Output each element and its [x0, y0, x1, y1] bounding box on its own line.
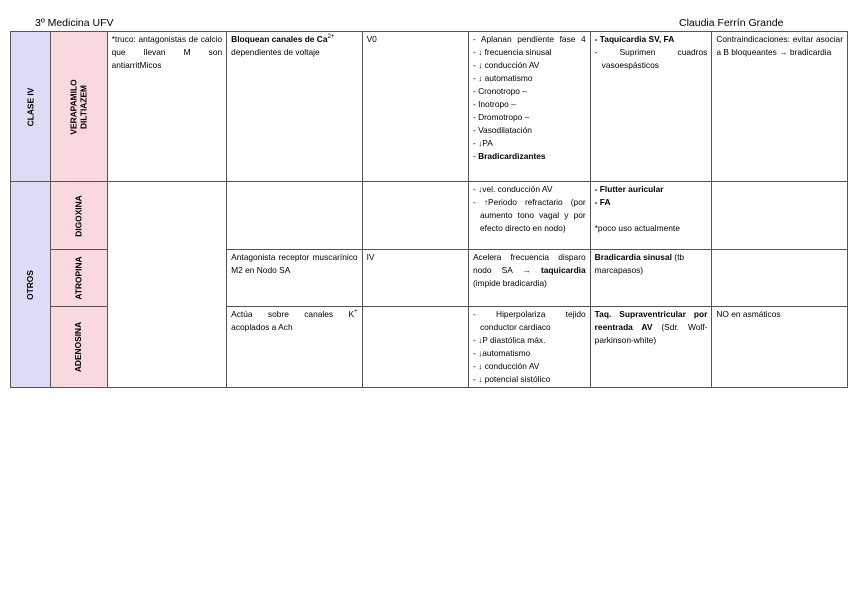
- atropina-effect-text: Acelera frecuencia disparo nodo SA →: [472, 252, 586, 275]
- clase-iv-indication: - Suprimen cuadros vasoespásticos: [594, 47, 708, 70]
- otros-note-empty: [107, 182, 227, 388]
- digoxina-mechanism: [227, 182, 362, 250]
- drug-atropina: [50, 250, 107, 307]
- drug-atropina-label: ATROPINA: [73, 256, 84, 300]
- clase-iv-effect: - Cronotropo –: [472, 86, 527, 96]
- clase-iv-effect: - Inotropo –: [472, 99, 516, 109]
- atropina-effects: [468, 250, 590, 307]
- clase-iv-effect: - ↓ frecuencia sinusal: [472, 47, 552, 57]
- drug-digoxina-label: DIGOXINA: [73, 194, 84, 237]
- group-clase-iv-label: CLASE IV: [25, 87, 36, 126]
- header-left: 3º Medicina UFV: [35, 17, 114, 29]
- atropina-indications: [590, 250, 712, 307]
- adenosina-mechanism-post: acoplados a Ach: [231, 322, 293, 332]
- clase-iv-effect: - ↓ automatismo: [472, 73, 533, 83]
- atropina-mechanism: Antagonista receptor muscarínico M2 en Nodo SA: [227, 250, 362, 307]
- adenosina-effect: - Hiperpolariza tejido conductor cardiaco: [472, 309, 586, 332]
- clase-iv-effect: - Vasodilatación: [472, 125, 532, 135]
- adenosina-mechanism-sup: +: [354, 309, 358, 316]
- atropina-phase: IV: [362, 250, 468, 307]
- atropina-contraindications: [712, 250, 848, 307]
- antiarrhythmic-table: [10, 31, 848, 388]
- adenosina-effects: [468, 307, 590, 388]
- clase-iv-effects: - Aplanan pendiente fase 4 - ↓ frecuencia sinusal - ↓ conducción AV - ↓ automatismo - Cronotropo – - Inotropo – - Dromotropo – - Vasodilatación - ↓PA - Bradicardizantes: [468, 32, 590, 182]
- digoxina-effect: - ↑Periodo refractario (por aumento tono vagal y por efecto directo en nodo): [472, 197, 586, 233]
- adenosina-effect: - ↓ potencial sistólico: [472, 374, 551, 384]
- clase-iv-effect: - ↓ conducción AV: [472, 60, 540, 70]
- row-digoxina: [11, 182, 848, 250]
- adenosina-indication-bold: Taq. Supraventricular por reentrada AV: [594, 309, 708, 332]
- adenosina-contraindications: NO en asmáticos: [712, 307, 848, 388]
- drug-diltiazem-label: DILTIAZEM: [78, 84, 89, 129]
- adenosina-mechanism: [227, 307, 362, 388]
- adenosina-effect: - ↓P diastólica máx.: [472, 335, 546, 345]
- adenosina-mechanism-pre: Actúa sobre canales K: [231, 309, 355, 319]
- group-clase-iv: [11, 32, 51, 182]
- group-otros: [11, 182, 51, 388]
- clase-iv-mechanism-rest: dependientes de voltaje: [231, 47, 320, 57]
- digoxina-phase: [362, 182, 468, 250]
- clase-iv-indications: [590, 32, 712, 182]
- digoxina-indication: - FA: [594, 197, 611, 207]
- drug-digoxina: [50, 182, 107, 250]
- adenosina-phase: [362, 307, 468, 388]
- clase-iv-mechanism-bold: Bloquean canales de Ca: [231, 34, 328, 44]
- digoxina-indications: [590, 182, 712, 250]
- clase-iv-mechanism-sup: 2+: [327, 34, 335, 41]
- adenosina-effect: - ↓ conducción AV: [472, 361, 540, 371]
- adenosina-effect: - ↓automatismo: [472, 348, 531, 358]
- clase-iv-contraindications: Contraindicaciones: evitar asociar a B bloqueantes → bradicardia: [712, 32, 848, 182]
- clase-iv-indication: - Taquicardia SV, FA: [594, 34, 675, 44]
- atropina-indication-bold: Bradicardia sinusal: [594, 252, 672, 262]
- drug-verapamilo-label: VERAPAMILO: [68, 78, 79, 135]
- clase-iv-mechanism: [227, 32, 362, 182]
- clase-iv-effect: - ↓PA: [472, 138, 493, 148]
- clase-iv-note: *truco: antagonistas de calcio que llevan M son antiarritMicos: [107, 32, 227, 182]
- atropina-effect-bold: taquicardia: [540, 265, 586, 275]
- adenosina-indications: [590, 307, 712, 388]
- drug-adenosina: [50, 307, 107, 388]
- clase-iv-phase: V0: [362, 32, 468, 182]
- digoxina-effects: [468, 182, 590, 250]
- atropina-effect-tail: (impide bradicardia): [472, 278, 547, 288]
- adenosina-indication-rest: (Sdr. Wolf-parkinson-white): [594, 322, 708, 345]
- digoxina-effect: - ↓vel. conducción AV: [472, 184, 553, 194]
- row-clase-iv: [11, 32, 848, 182]
- digoxina-note: *poco uso actualmente: [594, 223, 680, 233]
- drug-verapamilo-diltiazem: [50, 32, 107, 182]
- clase-iv-effect: - Dromotropo –: [472, 112, 530, 122]
- drug-adenosina-label: ADENOSINA: [73, 321, 84, 373]
- digoxina-contraindications: [712, 182, 848, 250]
- clase-iv-effect-bold: Bradicardizantes: [478, 151, 546, 161]
- header-right: Claudia Ferrín Grande: [679, 17, 784, 29]
- digoxina-indication: - Flutter auricular: [594, 184, 664, 194]
- clase-iv-effect: - Aplanan pendiente fase 4: [472, 34, 586, 44]
- atropina-indication-rest: (tb marcapasos): [594, 252, 685, 275]
- group-otros-label: OTROS: [25, 269, 36, 300]
